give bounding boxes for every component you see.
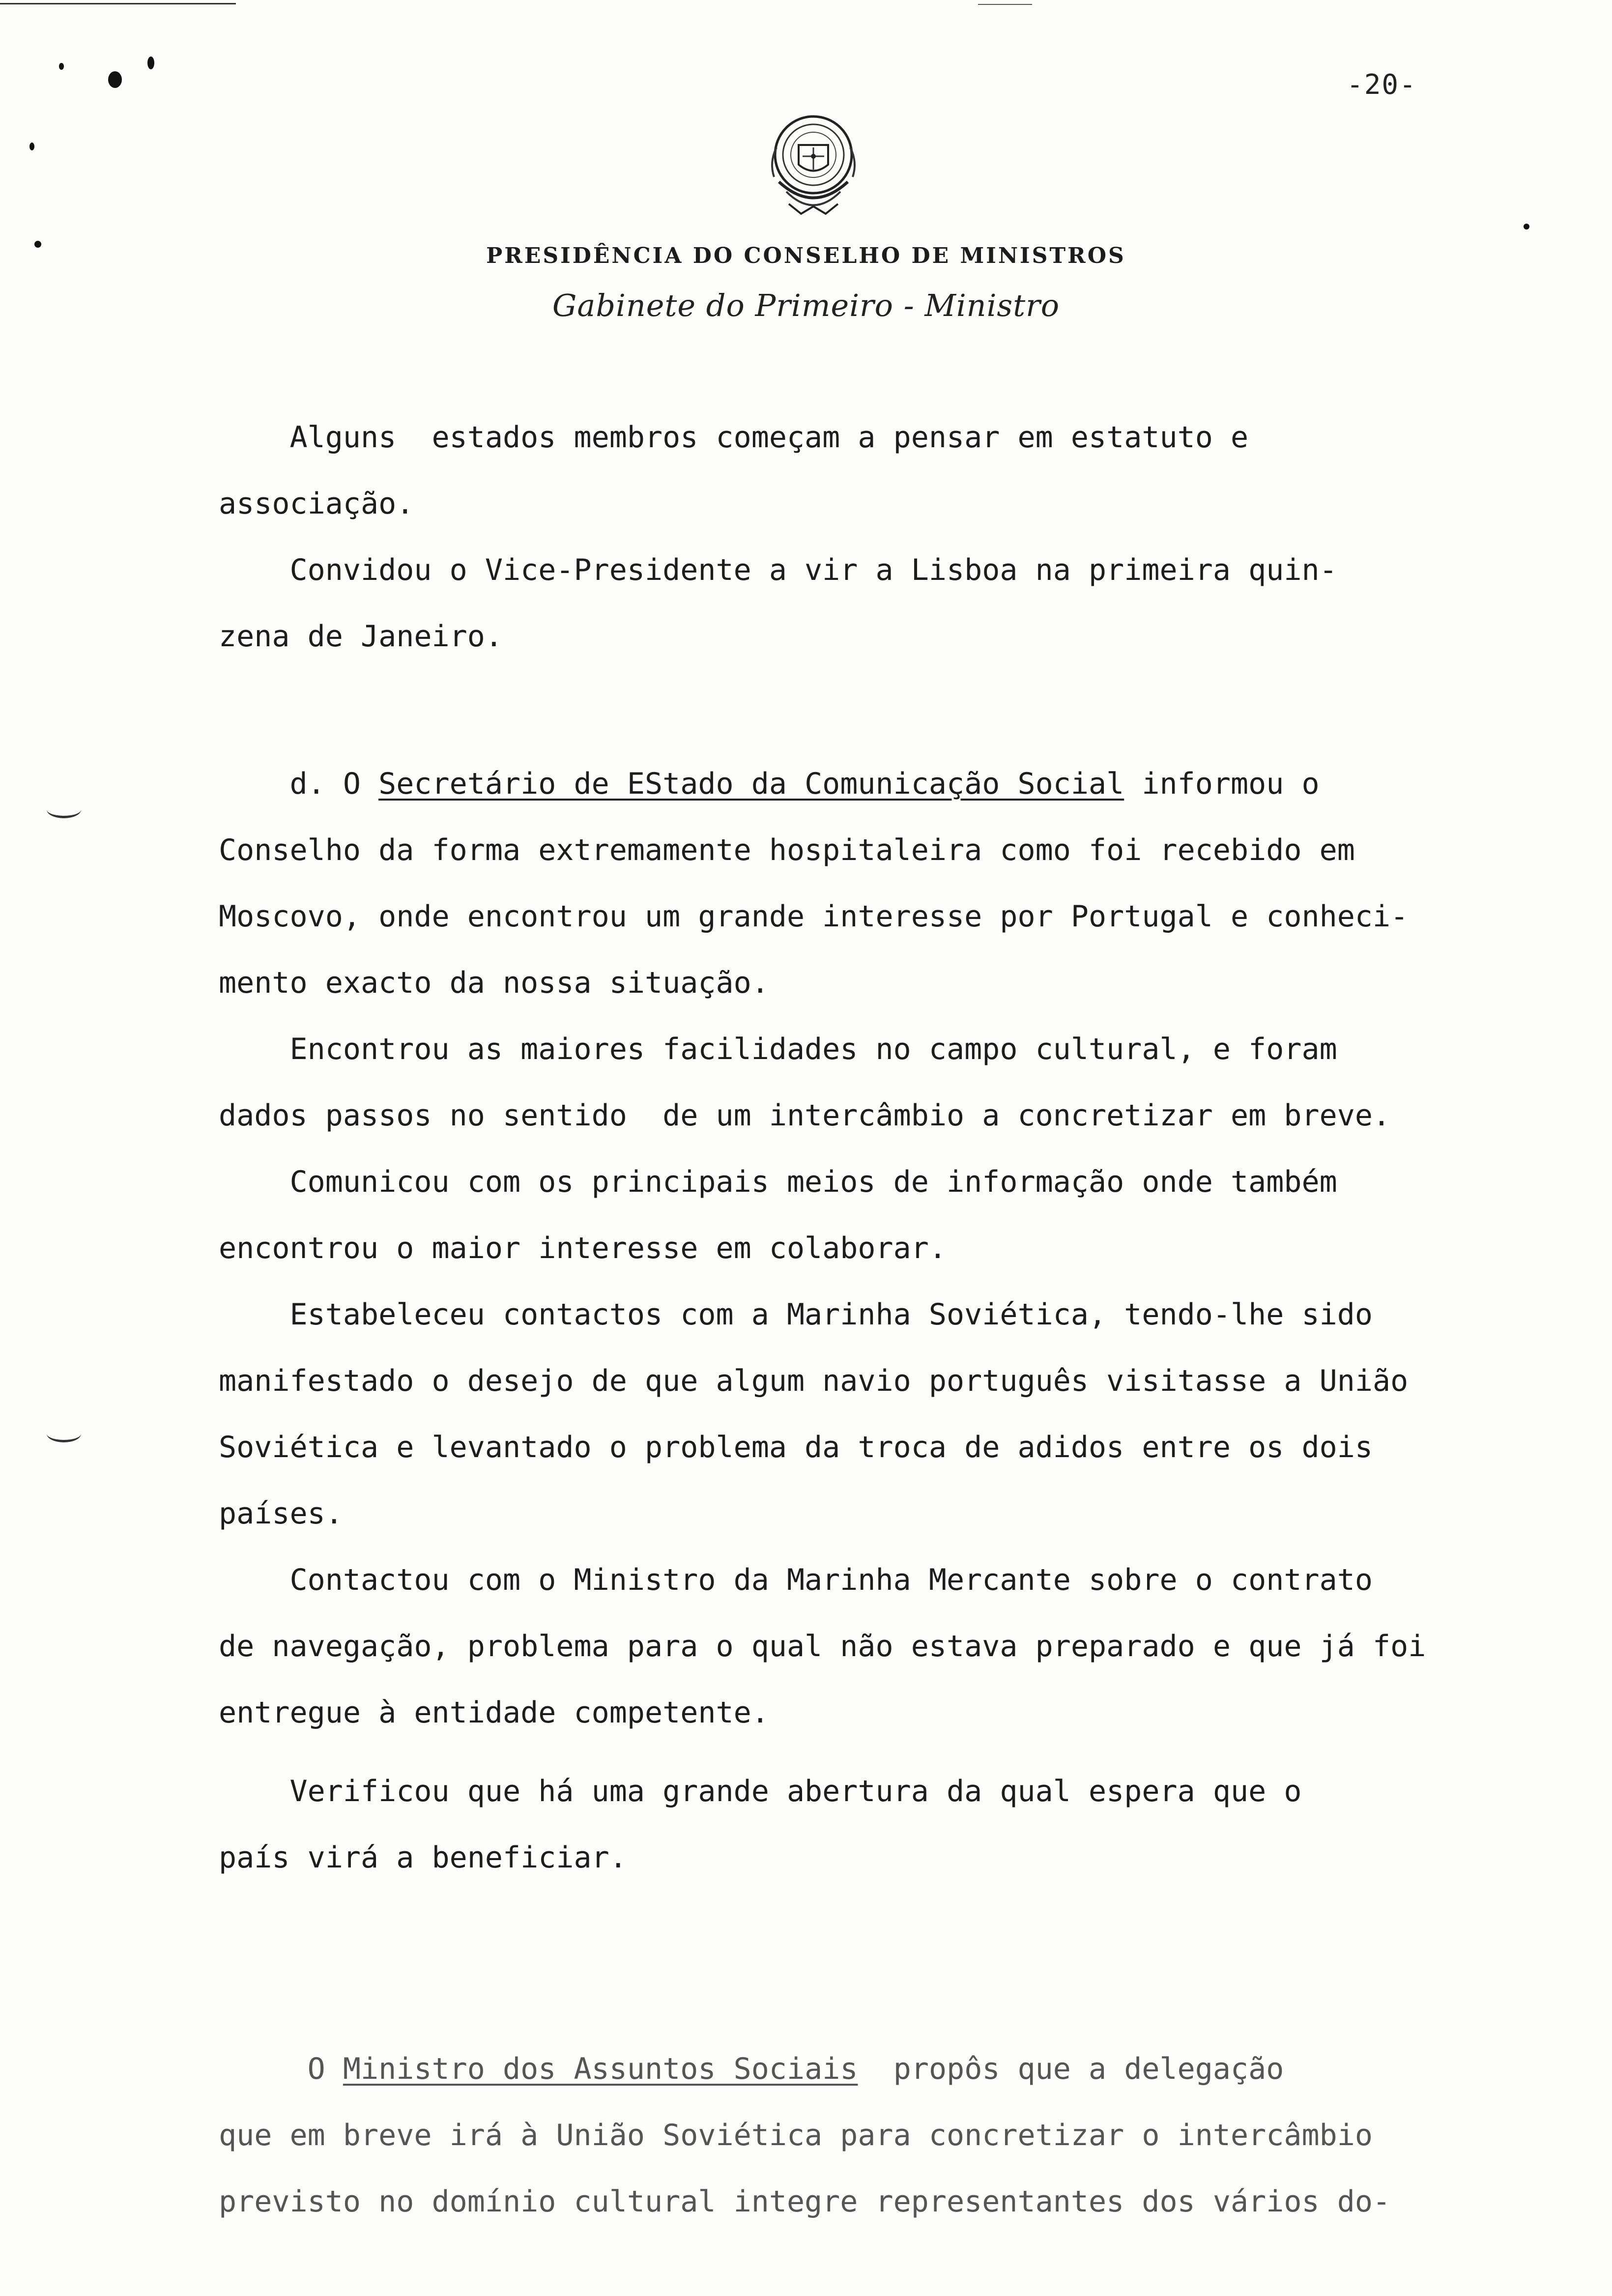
body-line: encontrou o maior interesse em colaborar. <box>219 1231 947 1265</box>
margin-mark <box>47 801 81 818</box>
body-line: Conselho da forma extremamente hospitaleira como foi recebido em <box>219 833 1355 867</box>
body-line: Soviética e levantado o problema da troca de adidos entre os dois <box>219 1430 1373 1464</box>
body-line: mento exacto da nossa situação. <box>219 966 769 1000</box>
section-d-heading-line <box>219 769 1555 799</box>
portuguese-coat-of-arms-icon <box>759 108 867 231</box>
section-social-heading-line <box>219 2054 1555 2084</box>
body-line: manifestado o desejo de que algum navio português visitasse a União <box>219 1364 1409 1398</box>
margin-mark <box>47 1425 81 1442</box>
section-social-subject: Ministro dos Assuntos Sociais <box>343 2052 858 2086</box>
body-line: Contactou com o Ministro da Marinha Mercante sobre o contrato <box>219 1563 1373 1597</box>
section-d-prefix: d. O <box>219 767 379 801</box>
body-line: países. <box>219 1496 343 1531</box>
ink-speck <box>1524 224 1529 230</box>
institution-heading: PRESIDÊNCIA DO CONSELHO DE MINISTROS <box>486 243 1126 268</box>
body-line: entregue à entidade competente. <box>219 1695 769 1730</box>
ink-speck <box>108 71 122 88</box>
section-d-suffix: informou o <box>1124 767 1320 801</box>
body-line: Alguns estados membros começam a pensar em estatuto e <box>219 420 1249 455</box>
body-line: previsto no domínio cultural integre representantes dos vários do- <box>219 2184 1391 2219</box>
body-line: Estabeleceu contactos com a Marinha Soviética, tendo-lhe sido <box>219 1297 1373 1332</box>
top-edge-rule <box>0 3 236 4</box>
body-line: Encontrou as maiores facilidades no campo cultural, e foram <box>219 1032 1337 1066</box>
body-line: Verificou que há uma grande abertura da qual espera que o <box>219 1774 1302 1808</box>
body-line: de navegação, problema para o qual não estava preparado e que já foi <box>219 1629 1426 1664</box>
body-line: Moscovo, onde encontrou um grande interesse por Portugal e conheci- <box>219 899 1409 934</box>
body-line: Convidou o Vice-Presidente a vir a Lisboa na primeira quin- <box>219 553 1337 587</box>
section-social-prefix: O <box>219 2052 343 2086</box>
section-social-suffix: propôs que a delegação <box>858 2052 1284 2086</box>
ink-speck <box>59 63 64 70</box>
body-line: que em breve irá à União Soviética para concretizar o intercâmbio <box>219 2118 1373 2152</box>
body-line: associação. <box>219 487 414 521</box>
office-subheading: Gabinete do Primeiro - Ministro <box>552 287 1060 323</box>
body-line: dados passos no sentido de um intercâmbio a concretizar em breve. <box>219 1098 1391 1133</box>
ink-speck <box>29 143 34 150</box>
page-number: -20- <box>1347 69 1417 101</box>
body-line: Comunicou com os principais meios de informação onde também <box>219 1165 1337 1199</box>
section-d-subject: Secretário de EStado da Comunicação Social <box>378 767 1124 801</box>
body-line: zena de Janeiro. <box>219 619 503 654</box>
body-line: país virá a beneficiar. <box>219 1840 627 1875</box>
ink-speck <box>147 57 154 69</box>
top-edge-mark <box>978 4 1032 5</box>
